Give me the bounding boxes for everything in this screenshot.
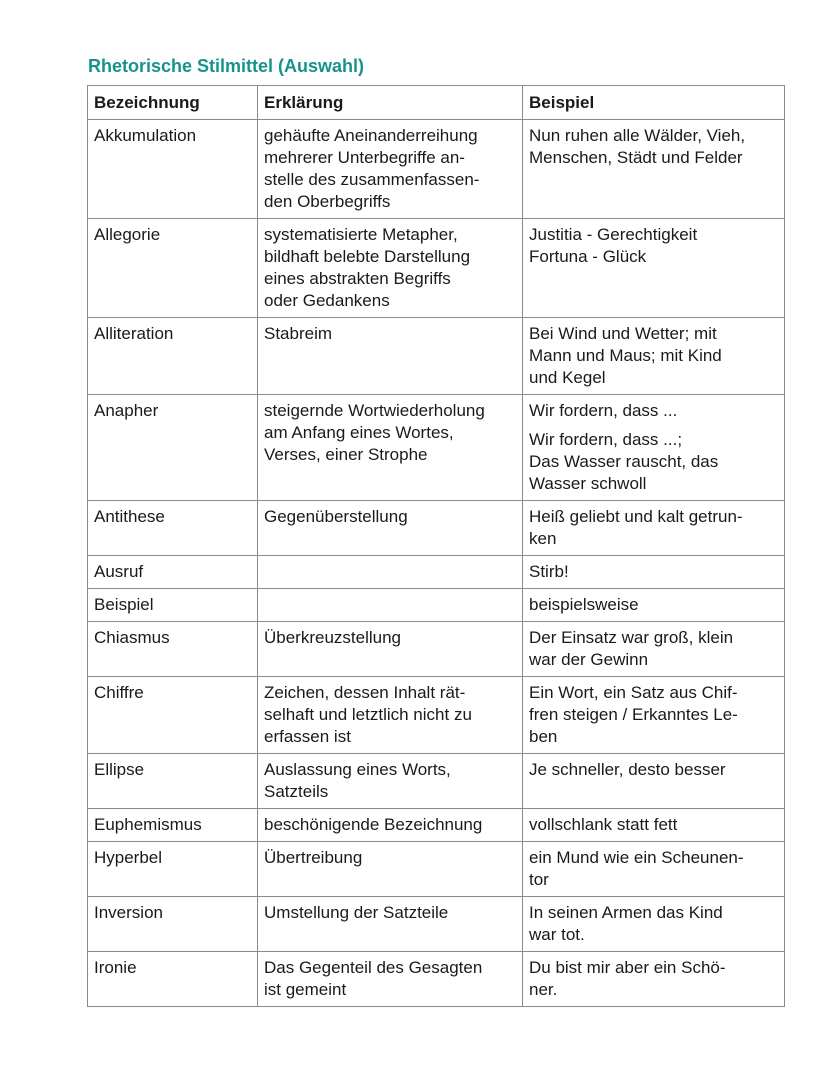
beispiel-line: ben bbox=[529, 727, 558, 746]
beispiel-line: ken bbox=[529, 529, 557, 548]
erklaerung-line: Zeichen, dessen Inhalt rät- bbox=[264, 683, 466, 702]
beispiel-line: Heiß geliebt und kalt getrun- bbox=[529, 507, 743, 526]
cell-beispiel bbox=[523, 501, 785, 556]
erklaerung-line: am Anfang eines Wortes, bbox=[264, 423, 454, 442]
stilmittel-table bbox=[87, 85, 785, 1007]
cell-erklaerung bbox=[258, 501, 523, 556]
cell-erklaerung bbox=[258, 897, 523, 952]
erklaerung-line: stelle des zusammenfassen- bbox=[264, 170, 480, 189]
table-row bbox=[88, 677, 785, 754]
cell-beispiel bbox=[523, 677, 785, 754]
beispiel-line: ein Mund wie ein Scheunen- bbox=[529, 848, 744, 867]
beispiel-line: Bei Wind und Wetter; mit bbox=[529, 324, 717, 343]
cell-erklaerung bbox=[258, 842, 523, 897]
table-row bbox=[88, 501, 785, 556]
table-row bbox=[88, 897, 785, 952]
table-row bbox=[88, 120, 785, 219]
cell-beispiel bbox=[523, 120, 785, 219]
beispiel-line: vollschlank statt fett bbox=[529, 815, 678, 834]
erklaerung-line: systematisierte Metapher, bbox=[264, 225, 458, 244]
erklaerung-line: Satzteils bbox=[264, 782, 329, 801]
beispiel-line: Ein Wort, ein Satz aus Chif- bbox=[529, 683, 738, 702]
column-header-erklaerung: Erklärung bbox=[258, 86, 523, 120]
beispiel-line: Menschen, Städt und Felder bbox=[529, 148, 743, 167]
erklaerung-line: erfassen ist bbox=[264, 727, 351, 746]
cell-beispiel bbox=[523, 395, 785, 501]
cell-bezeichnung: Anapher bbox=[88, 395, 258, 501]
beispiel-line: war der Gewinn bbox=[529, 650, 649, 669]
table-row bbox=[88, 219, 785, 318]
erklaerung-line: bildhaft belebte Darstellung bbox=[264, 247, 471, 266]
beispiel-line: beispielsweise bbox=[529, 595, 639, 614]
cell-erklaerung bbox=[258, 809, 523, 842]
cell-beispiel bbox=[523, 318, 785, 395]
cell-beispiel bbox=[523, 589, 785, 622]
cell-bezeichnung: Alliteration bbox=[88, 318, 258, 395]
cell-erklaerung bbox=[258, 677, 523, 754]
erklaerung-line: den Oberbegriffs bbox=[264, 192, 391, 211]
erklaerung-line: Gegenüberstellung bbox=[264, 507, 408, 526]
table-row bbox=[88, 622, 785, 677]
erklaerung-line: mehrerer Unterbegriffe an- bbox=[264, 148, 465, 167]
beispiel-line: Das Wasser rauscht, das bbox=[529, 452, 719, 471]
erklaerung-line: oder Gedankens bbox=[264, 291, 390, 310]
cell-beispiel bbox=[523, 897, 785, 952]
table-row bbox=[88, 809, 785, 842]
cell-bezeichnung: Hyperbel bbox=[88, 842, 258, 897]
cell-beispiel bbox=[523, 809, 785, 842]
beispiel-line: Nun ruhen alle Wälder, Vieh, bbox=[529, 126, 746, 145]
cell-bezeichnung: Ironie bbox=[88, 952, 258, 1007]
erklaerung-line: gehäufte Aneinanderreihung bbox=[264, 126, 478, 145]
cell-erklaerung bbox=[258, 622, 523, 677]
cell-erklaerung bbox=[258, 589, 523, 622]
table-row bbox=[88, 952, 785, 1007]
erklaerung-line: beschönigende Bezeichnung bbox=[264, 815, 483, 834]
page-title: Rhetorische Stilmittel (Auswahl) bbox=[88, 56, 365, 76]
cell-bezeichnung: Ausruf bbox=[88, 556, 258, 589]
erklaerung-line: steigernde Wortwiederholung bbox=[264, 401, 485, 420]
cell-bezeichnung: Chiffre bbox=[88, 677, 258, 754]
beispiel-line: ner. bbox=[529, 980, 558, 999]
erklaerung-line: selhaft und letztlich nicht zu bbox=[264, 705, 472, 724]
beispiel-line: Wasser schwoll bbox=[529, 474, 647, 493]
erklaerung-line: Überkreuzstellung bbox=[264, 628, 402, 647]
beispiel-line: Du bist mir aber ein Schö- bbox=[529, 958, 726, 977]
cell-bezeichnung: Allegorie bbox=[88, 219, 258, 318]
erklaerung-line: Übertreibung bbox=[264, 848, 363, 867]
erklaerung-line: Verses, einer Strophe bbox=[264, 445, 428, 464]
beispiel-line: und Kegel bbox=[529, 368, 606, 387]
beispiel-line: Wir fordern, dass ...; bbox=[529, 430, 683, 449]
cell-erklaerung bbox=[258, 395, 523, 501]
cell-beispiel bbox=[523, 556, 785, 589]
table-body bbox=[88, 120, 785, 1007]
cell-bezeichnung: Chiasmus bbox=[88, 622, 258, 677]
erklaerung-line: Stabreim bbox=[264, 324, 333, 343]
table-row bbox=[88, 842, 785, 897]
cell-beispiel bbox=[523, 622, 785, 677]
table-header-row bbox=[88, 86, 785, 120]
cell-erklaerung bbox=[258, 219, 523, 318]
beispiel-line: Justitia - Gerechtigkeit bbox=[529, 225, 698, 244]
column-header-bezeichnung: Bezeichnung bbox=[88, 86, 258, 120]
cell-bezeichnung: Antithese bbox=[88, 501, 258, 556]
cell-beispiel bbox=[523, 754, 785, 809]
table-row bbox=[88, 395, 785, 501]
beispiel-line: Wir fordern, dass ... bbox=[529, 401, 678, 420]
erklaerung-line: Das Gegenteil des Gesagten bbox=[264, 958, 483, 977]
cell-beispiel bbox=[523, 842, 785, 897]
erklaerung-line: ist gemeint bbox=[264, 980, 347, 999]
cell-erklaerung bbox=[258, 318, 523, 395]
cell-bezeichnung: Ellipse bbox=[88, 754, 258, 809]
cell-erklaerung bbox=[258, 952, 523, 1007]
beispiel-line: In seinen Armen das Kind bbox=[529, 903, 723, 922]
cell-erklaerung bbox=[258, 754, 523, 809]
cell-bezeichnung: Beispiel bbox=[88, 589, 258, 622]
beispiel-line: Der Einsatz war groß, klein bbox=[529, 628, 734, 647]
erklaerung-line: Umstellung der Satzteile bbox=[264, 903, 449, 922]
cell-bezeichnung: Inversion bbox=[88, 897, 258, 952]
table-row bbox=[88, 318, 785, 395]
beispiel-line: Mann und Maus; mit Kind bbox=[529, 346, 722, 365]
erklaerung-line: eines abstrakten Begriffs bbox=[264, 269, 451, 288]
beispiel-line: Fortuna - Glück bbox=[529, 247, 647, 266]
table-row bbox=[88, 754, 785, 809]
beispiel-line: fren steigen / Erkanntes Le- bbox=[529, 705, 738, 724]
cell-erklaerung bbox=[258, 556, 523, 589]
cell-beispiel bbox=[523, 952, 785, 1007]
beispiel-line: Stirb! bbox=[529, 562, 569, 581]
beispiel-line: tor bbox=[529, 870, 549, 889]
table-row bbox=[88, 556, 785, 589]
cell-bezeichnung: Akkumulation bbox=[88, 120, 258, 219]
column-header-beispiel: Beispiel bbox=[523, 86, 785, 120]
cell-beispiel bbox=[523, 219, 785, 318]
beispiel-line: war tot. bbox=[529, 925, 585, 944]
table-row bbox=[88, 589, 785, 622]
cell-erklaerung bbox=[258, 120, 523, 219]
beispiel-line: Je schneller, desto besser bbox=[529, 760, 726, 779]
cell-bezeichnung: Euphemismus bbox=[88, 809, 258, 842]
erklaerung-line: Auslassung eines Worts, bbox=[264, 760, 451, 779]
